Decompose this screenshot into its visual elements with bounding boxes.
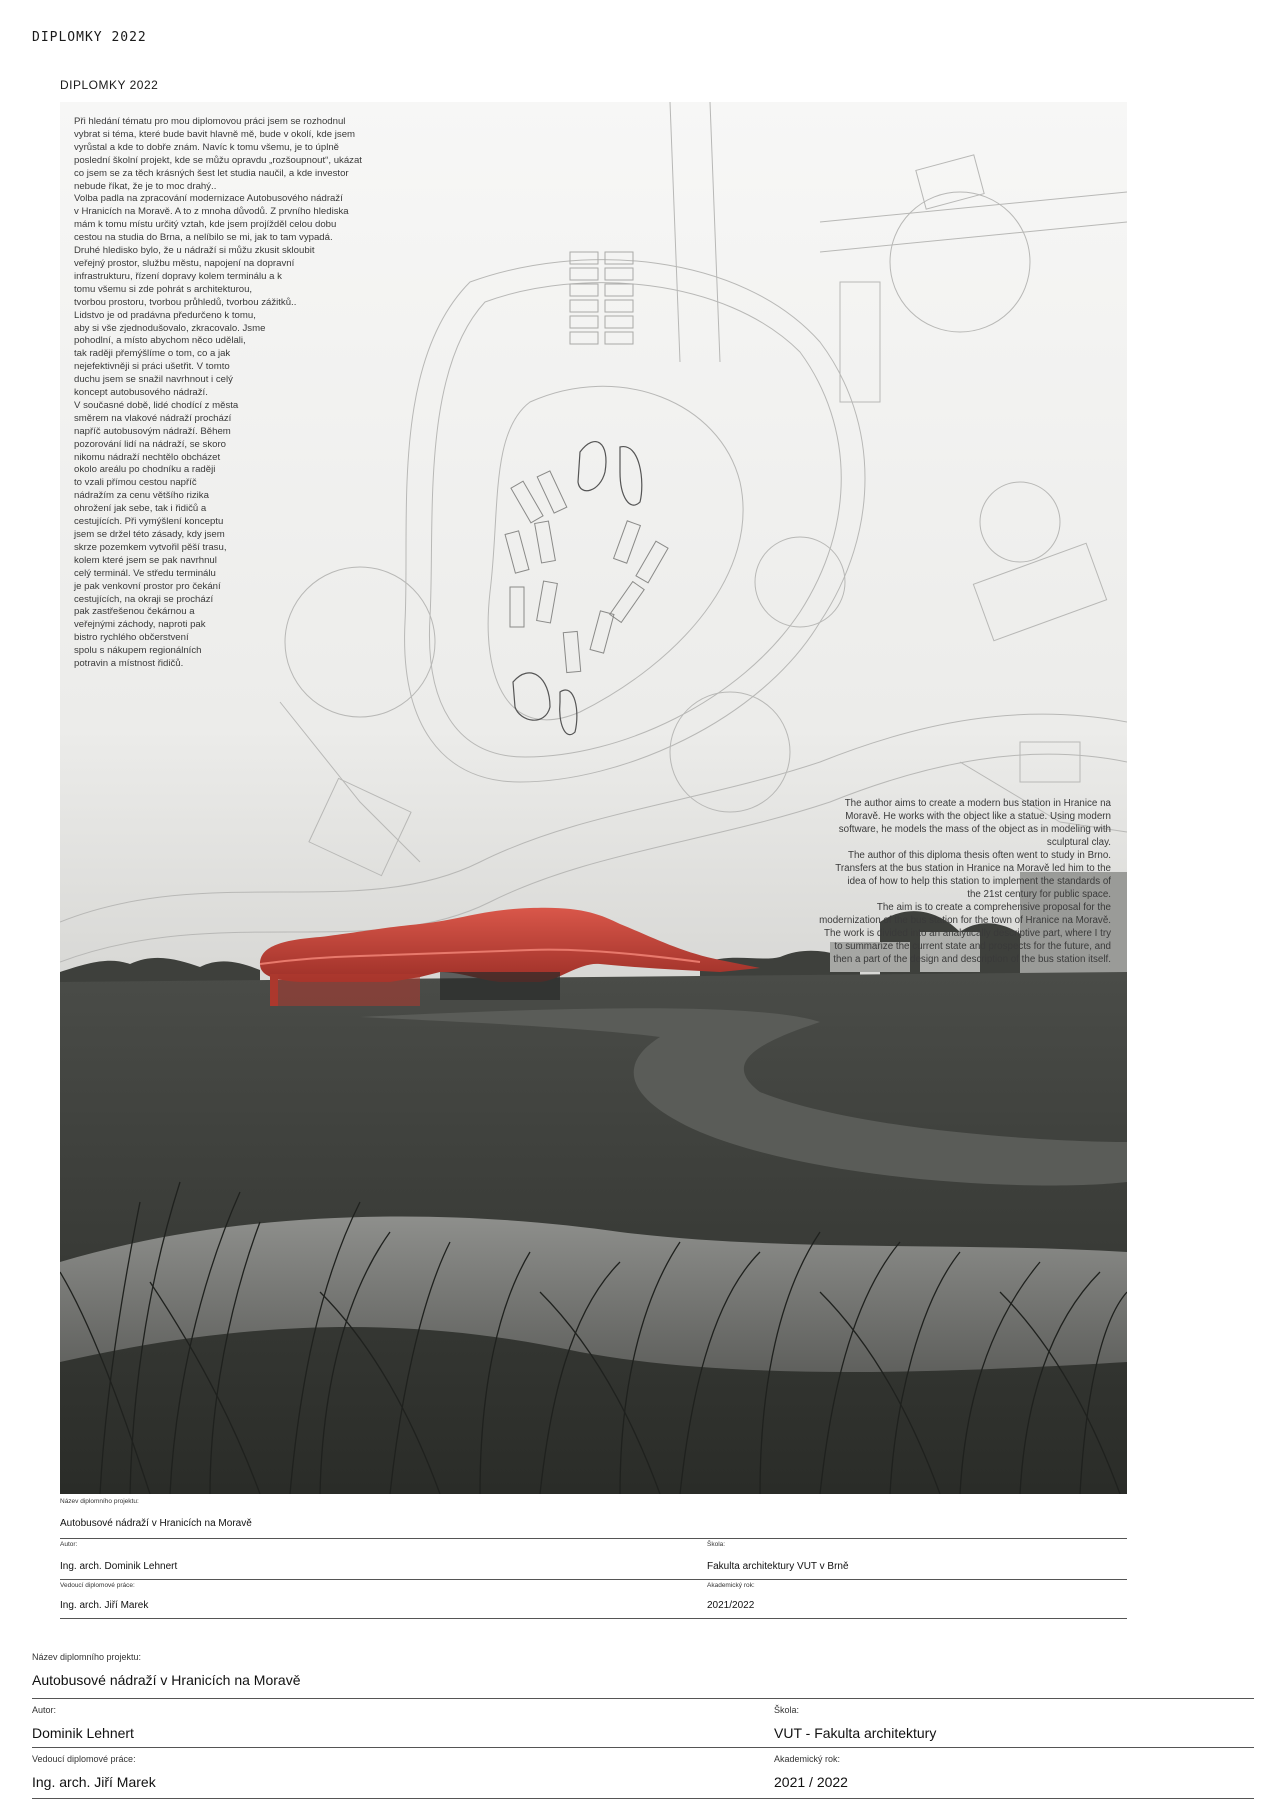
author-value: Ing. arch. Dominik Lehnert bbox=[60, 1561, 178, 1572]
year-value: 2021/2022 bbox=[707, 1600, 755, 1611]
supervisor-label: Vedoucí diplomové práce: bbox=[60, 1582, 135, 1589]
footer-author-row bbox=[32, 1699, 1254, 1748]
footer-project-value: Autobusové nádraží v Hranicích na Moravě bbox=[32, 1672, 301, 1688]
project-value: Autobusové nádraží v Hranicích na Moravě bbox=[60, 1518, 252, 1529]
footer-supervisor-value: Ing. arch. Jiří Marek bbox=[32, 1774, 156, 1790]
poster-info-table bbox=[60, 1498, 1127, 1618]
footer-school-label: Škola: bbox=[774, 1705, 800, 1715]
school-label: Škola: bbox=[707, 1541, 726, 1548]
year-label: Akademický rok: bbox=[707, 1582, 755, 1589]
footer-info-table bbox=[32, 1652, 1254, 1800]
english-description: The author aims to create a modern bus station in Hranice na Moravě. He works with the object like a statue. Using modern software, he models the mass of the object as in modeling with sculptural clay. The author of this diploma thesis often went to study in Brno. Transfers at the bus station in Hranice na Moravě led him to the idea of how to help this station to implement the standards of the 21st century for public space. The aim is to create a comprehensive proposal for the modernization of the bus station for the town of Hranice na Moravě. The work is divided into an analytically descriptive part, where I try to summarize the current state and prospects for the future, and then a part of the design and description of the bus station itself. bbox=[819, 798, 1111, 965]
supervisor-value: Ing. arch. Jiří Marek bbox=[60, 1600, 149, 1611]
poster-image bbox=[60, 102, 1127, 1494]
footer-school-value: VUT - Fakulta architektury bbox=[774, 1725, 937, 1741]
czech-description: Při hledání tématu pro mou diplomovou práci jsem se rozhodnul vybrat si téma, které bude bavit hlavně mě, bude v okolí, kde jsem vyrůstal a kde to dobře znám. Navíc k tomu všemu, je to úplně poslední školní projekt, kde se můžu opravdu „rozšoupnout“, ukázat co jsem se za těch krásných šest let studia naučil, a kde investor nebude říkat, že je to moc drahý.. Volba padla na zpracování modernizace Autobusového nádraží v Hranicích na Moravě. A to z mnoha důvodů. Z prvního hlediska mám k tomu místu určitý vztah, kde jsem projížděl celou dobu cestou na studia do Brna, a nelíbilo se mi, jak to tam vypadá. Druhé hledisko bylo, že u nádraží si můžu zkusit skloubit veřejný prostor, službu městu, napojení na dopravní infrastrukturu, řízení dopravy kolem terminálu a k tomu všemu si zde pohrát s architekturou, tvorbou prostoru, tvorbou průhledů, tvorbou zážitků.. Lidstvo je od pradávna předurčeno k tomu, aby si vše zjednodušovalo, zkracovalo. Jsme pohodlní, a místo abychom něco udělali, tak raději přemýšlíme o tom, co a jak nejefektivněji si práci ušetřit. V tomto duchu jsem se snažil navrhnout i celý koncept autobusového nádraží. V současné době, lidé chodící z města směrem na vlakové nádraží prochází napříč autobusovým nádraží. Během pozorování lidí na nádraží, se skoro nikomu nádraží nechtělo obcházet okolo areálu po chodníku a raději to vzali přímou cestou napříč nádražím za cenu většího rizika ohrožení jak sebe, tak i řidičů a cestujících. Při vymýšlení konceptu jsem se držel této zásady, kdy jsem skrze pozemkem vytvořil pěší trasu, kolem které jsem se pak navrhnul celý terminál. Ve středu terminálu je pak venkovní prostor pro čekání cestujících, na okraji se prochází pak zastřešenou čekárnou a veřejnými záchody, naproti pak bistro rychlého občerstvení spolu s nákupem regionálních potravin a místnost řidičů. bbox=[74, 116, 362, 670]
footer-author-label: Autor: bbox=[32, 1705, 57, 1715]
footer-project-row bbox=[32, 1652, 1254, 1699]
poster-header: DIPLOMKY 2022 bbox=[60, 78, 159, 92]
footer-year-label: Akademický rok: bbox=[774, 1754, 841, 1764]
page-header: DIPLOMKY 2022 bbox=[32, 30, 147, 45]
footer-year-value: 2021 / 2022 bbox=[774, 1774, 848, 1790]
poster bbox=[60, 78, 1127, 1618]
project-label: Název diplomního projektu: bbox=[60, 1498, 139, 1505]
footer-author-value: Dominik Lehnert bbox=[32, 1725, 134, 1741]
footer-supervisor-row bbox=[32, 1748, 1254, 1799]
author-label: Autor: bbox=[60, 1541, 78, 1548]
poster-supervisor-row bbox=[60, 1580, 1127, 1619]
poster-author-row bbox=[60, 1539, 1127, 1580]
school-value: Fakulta architektury VUT v Brně bbox=[707, 1561, 849, 1572]
poster-project-row bbox=[60, 1498, 1127, 1539]
footer-project-label: Název diplomního projektu: bbox=[32, 1652, 142, 1662]
footer-supervisor-label: Vedoucí diplomové práce: bbox=[32, 1754, 136, 1764]
